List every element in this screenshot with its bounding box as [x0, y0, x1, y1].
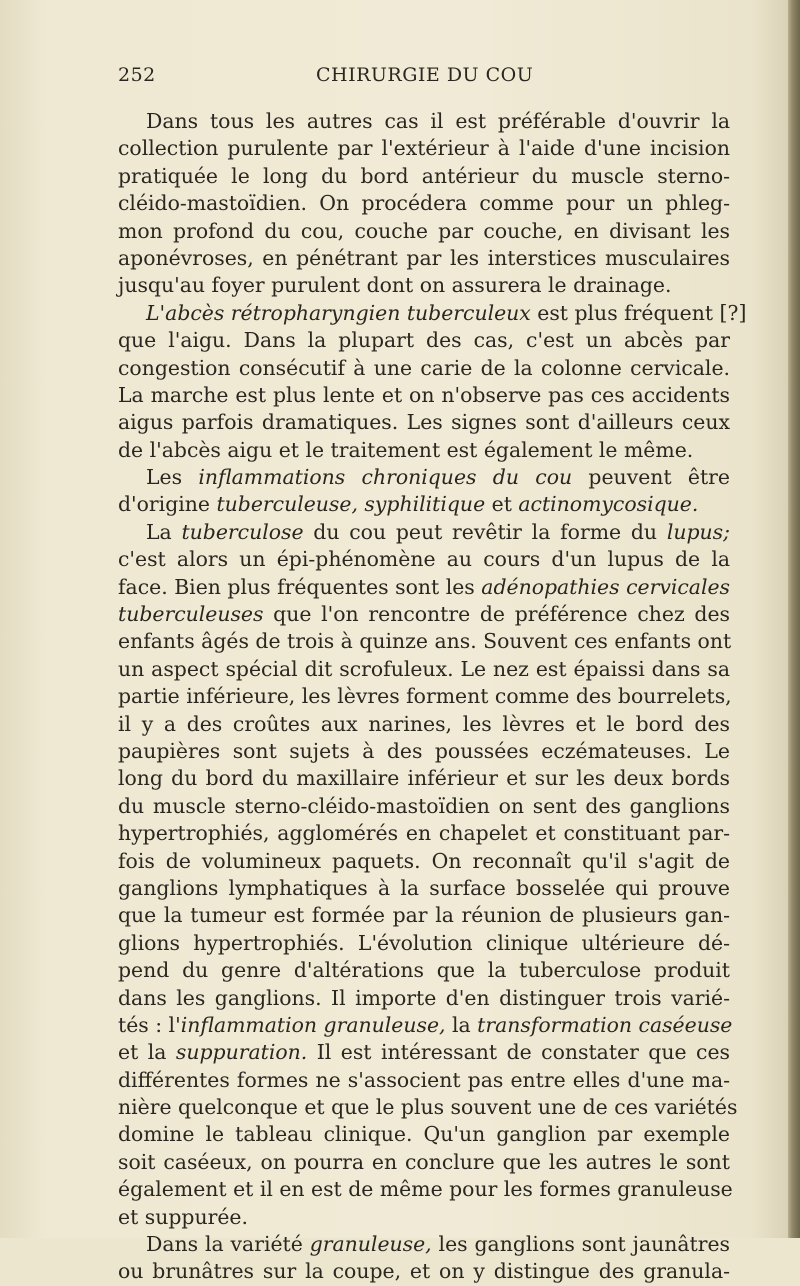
text-line: il y a des croûtes aux narines, les lèvres et le bord des: [118, 711, 730, 736]
body-text: [118, 108, 747, 1286]
text-line: dans les ganglions. Il importe d'en distinguer trois varié-: [118, 985, 730, 1010]
text-line: c'est alors un épi-phénomène au cours d'un lupus de la: [118, 547, 730, 572]
text-line: également et il en est de même pour les formes granuleuse: [118, 1177, 733, 1202]
text-line: [118, 1039, 730, 1066]
text-span: la: [445, 1012, 478, 1037]
text-line: que l'aigu. Dans la plupart des cas, c'est un abcès par: [118, 328, 730, 353]
text-span: face. Bien plus fréquentes sont les: [118, 574, 482, 599]
text-line: nière quelconque et que le plus souvent une de ces variétés: [118, 1095, 738, 1120]
text-line: paupières sont sujets à des poussées eczémateuses. Le: [118, 738, 730, 763]
page-edge: [788, 0, 800, 1238]
text-line: de l'abcès aigu et le traitement est également le même.: [118, 437, 694, 462]
running-title: CHIRURGIE DU COU: [316, 64, 534, 86]
italic-span: inflammation granuleuse,: [180, 1012, 446, 1037]
text-span: La: [146, 519, 182, 544]
italic-span: tuberculeuses: [118, 602, 264, 627]
text-span: que l'on rencontre de préférence chez des: [263, 602, 730, 627]
text-line: jusqu'au foyer purulent dont on assurera le drainage.: [118, 273, 672, 298]
text-line: cléido-mastoïdien. On procédera comme pour un phleg-: [118, 191, 730, 216]
text-line: congestion consécutif à une carie de la colonne cervicale.: [118, 355, 730, 380]
page-number: 252: [118, 64, 156, 86]
text-span: est plus fréquent [?]: [530, 300, 747, 325]
text-span: d'origine: [118, 492, 217, 517]
italic-span: granuleuse,: [309, 1232, 432, 1257]
text-span: peuvent être: [572, 465, 730, 490]
italic-span: tuberculeuse, syphilitique: [216, 492, 486, 517]
text-line: La marche est plus lente et on n'observe pas ces accidents: [118, 382, 730, 407]
text-line: pratiquée le long du bord antérieur du muscle sterno-: [118, 163, 730, 188]
text-line: du muscle sterno-cléido-mastoïdien on sent des ganglions: [118, 793, 730, 818]
italic-span: lupus;: [666, 519, 730, 544]
text-line: [118, 491, 730, 518]
text-line: glions hypertrophiés. L'évolution clinique ultérieure dé-: [118, 930, 730, 955]
italic-span: tuberculose: [181, 519, 304, 544]
text-line: pend du genre d'altérations que la tuberculose produit: [118, 958, 730, 983]
italic-span: inflammations chroniques du cou: [198, 465, 573, 490]
text-line: et suppurée.: [118, 1204, 248, 1229]
text-line: aponévroses, en pénétrant par les interstices musculaires: [118, 245, 730, 270]
text-line: domine le tableau clinique. Qu'un ganglion par exemple: [118, 1122, 730, 1147]
text-span: tés : l': [118, 1012, 181, 1037]
text-line: [118, 300, 747, 327]
text-line: mon profond du cou, couche par couche, en divisant les: [118, 218, 730, 243]
text-line: que la tumeur est formée par la réunion de plusieurs gan-: [118, 903, 730, 928]
italic-span: suppuration.: [175, 1040, 308, 1065]
text-span: du cou peut revêtir la forme du: [303, 519, 667, 544]
text-line: Dans tous les autres cas il est préférable d'ouvrir la: [146, 109, 730, 133]
text-line: [118, 1231, 730, 1258]
text-line: aigus parfois dramatiques. Les signes sont d'ailleurs ceux: [118, 410, 730, 435]
text-line: [118, 519, 730, 546]
text-line: soit caséeux, on pourra en conclure que les autres le sont: [118, 1149, 730, 1174]
page-header: [118, 64, 728, 94]
text-line: [118, 574, 730, 601]
text-line: ou brunâtres sur la coupe, et on y distingue des granula-: [118, 1259, 730, 1284]
text-line: [118, 464, 730, 491]
text-span: les ganglions sont jaunâtres: [431, 1232, 730, 1257]
text-line: [118, 601, 730, 628]
text-line: [118, 1012, 733, 1039]
text-line: ganglions lymphatiques à la surface bosselée qui prouve: [118, 875, 730, 900]
italic-span: transformation caséeuse: [477, 1012, 733, 1037]
text-line: différentes formes ne s'associent pas entre elles d'une ma-: [118, 1067, 730, 1092]
text-span: Les: [146, 465, 199, 490]
text-span: et la: [118, 1040, 176, 1065]
text-line: un aspect spécial dit scrofuleux. Le nez est épaissi dans sa: [118, 656, 730, 681]
text-line: enfants âgés de trois à quinze ans. Souvent ces enfants ont: [118, 629, 732, 654]
text-line: hypertrophiés, agglomérés en chapelet et constituant par-: [118, 821, 730, 846]
italic-span: abcès rétropharyngien tuberculeux: [165, 300, 531, 325]
text-line: fois de volumineux paquets. On reconnaît qu'il s'agit de: [118, 848, 730, 873]
text-line: collection purulente par l'extérieur à l'aide d'une incision: [118, 136, 730, 161]
text-span: Dans la variété: [146, 1232, 310, 1257]
italic-span: adénopathies cervicales: [481, 574, 730, 599]
text-line: long du bord du maxillaire inférieur et sur les deux bords: [118, 766, 730, 791]
text-line: partie inférieure, les lèvres forment comme des bourrelets,: [118, 684, 732, 709]
text-span: Il est intéressant de constater que ces: [307, 1040, 730, 1065]
text-span: et: [485, 492, 519, 517]
italic-span: actinomycosique.: [518, 492, 699, 517]
italic-span: L': [146, 300, 166, 325]
